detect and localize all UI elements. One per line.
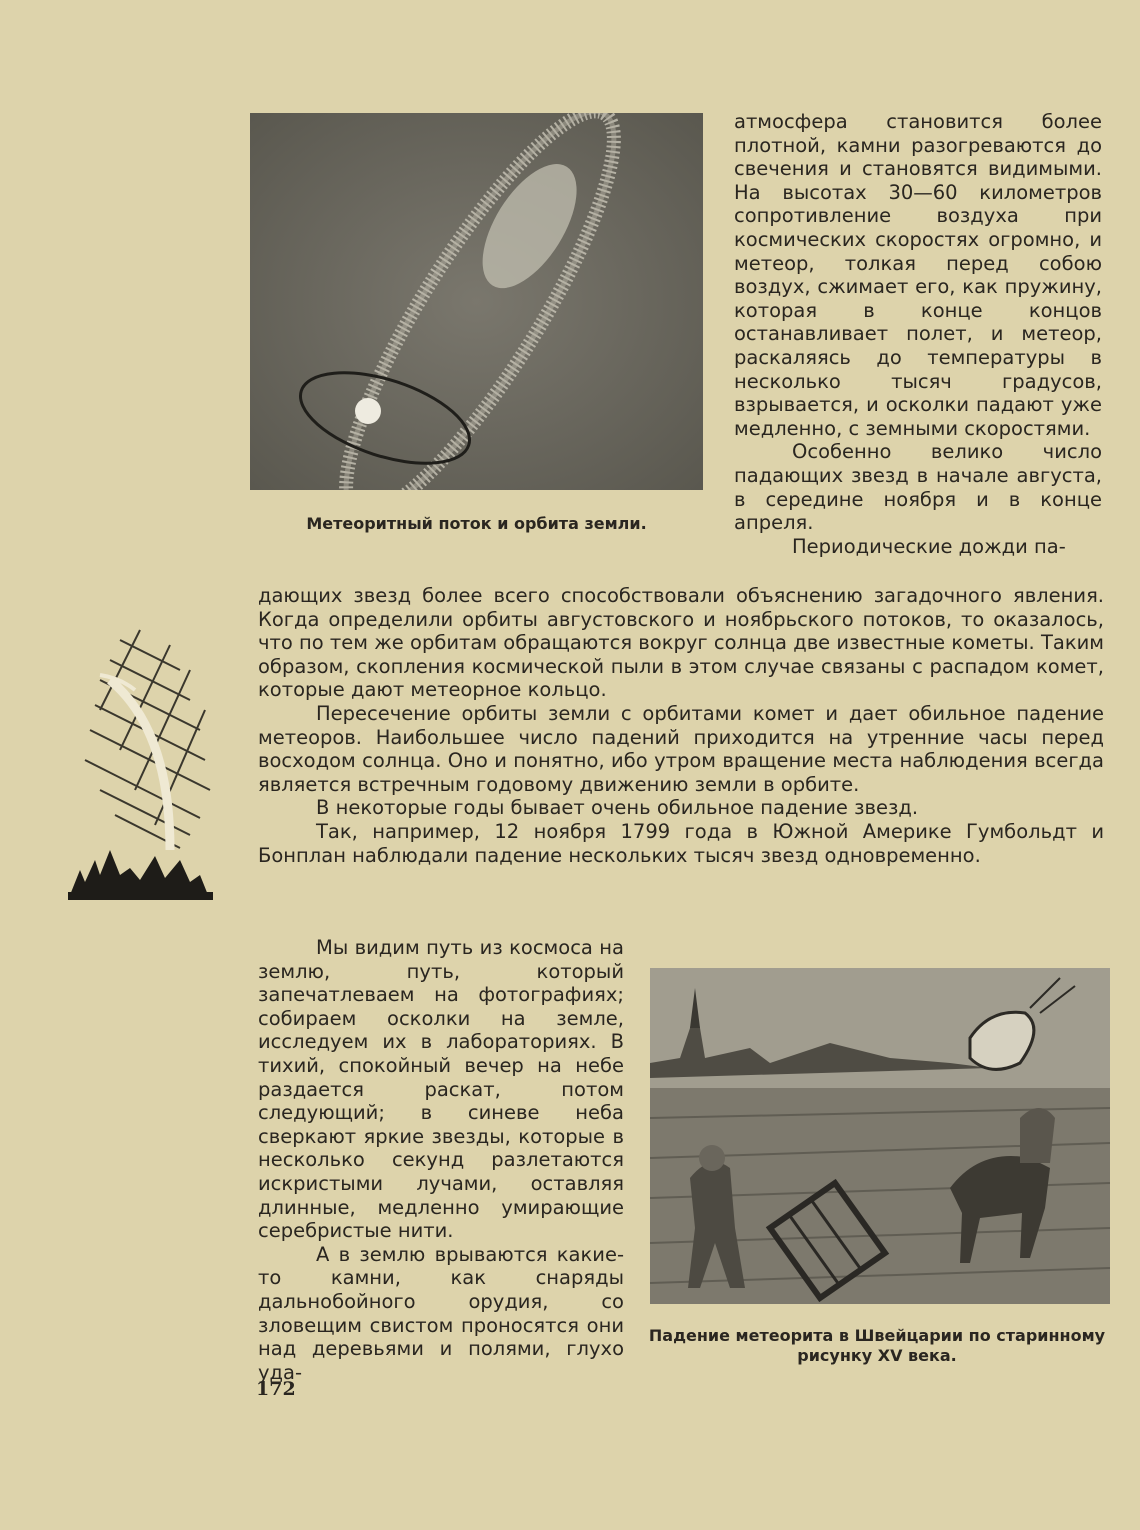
switzerland-caption: Падение метеорита в Швейцарии по старинному рисунку XV века. [648, 1326, 1106, 1365]
right-column-text [734, 110, 1102, 558]
paragraph: Мы видим путь из космоса на землю, путь, который запечатлеваем на фотографиях; собираем осколки на земле, исследуем их в лабораториях. В тихий, спокойный вечер на небе раздается раскат, потом следующий; в синеве неба сверкают яркие звезды, которые в несколько секунд разлетаются искристыми лучами, оставляя длинные, медленно умирающие серебристые нити. [258, 936, 624, 1243]
paragraph: Особенно велико число падающих звезд в начале августа, в середине ноября и в конце апреля. [734, 440, 1102, 535]
page-number: 172 [256, 1378, 296, 1400]
paragraph: Пересечение орбиты земли с орбитами комет и дает обильное падение метеоров. Наибольшее число падений приходится на утренние часы перед восходом солнца. Оно и понятно, ибо утром вращение места наблюдения всегда является встречным годовому движению земли в орбите. [258, 701, 1104, 796]
meteor-stream-caption: Метеоритный поток и орбита земли. [306, 514, 647, 533]
comet-margin-illustration [40, 620, 240, 920]
paragraph: В некоторые годы бывает очень обильное падение звезд. [316, 796, 919, 820]
paragraph: Так, например, 12 ноября 1799 года в Южной Америке Гумбольдт и Бонплан наблюдали падение нескольких тысяч звезд одновременно. [258, 819, 1104, 867]
meteor-stream-illustration [250, 113, 703, 490]
switzerland-meteorite-illustration [650, 968, 1110, 1304]
meteor-stream-photo [250, 113, 703, 490]
paragraph: Периодические дожди па- [792, 534, 1066, 558]
paragraph: А в землю врываются какие-то камни, как снаряды дальнобойного орудия, со зловещим свистом проносятся они над деревьями и полями, глухо уда- [258, 1242, 624, 1384]
paragraph: атмосфера становится более плотной, камни разогреваются до свечения и становятся видимыми. На высотах 30—60 километров сопротивление воздуха при космических скоростях огромно, и метеор, толкая перед собою воздух, сжимает его, как пружину, которая в конце концов останавливает полет, и метеор, раскаляясь до температуры в несколько тысяч градусов, взрывается, и осколки падают уже медленно, с земными скоростями. [734, 110, 1102, 440]
paragraph: дающих звезд более всего способствовали объяснению загадочного явления. Когда определили орбиты августовского и ноябрьского потоков, то оказалось, что по тем же орбитам обращаются вокруг солнца две известные кометы. Таким образом, скопления космической пыли в этом случае связаны с распадом комет, которые дают метеорное кольцо. [258, 584, 1104, 702]
left-column-text [258, 936, 624, 1384]
full-width-text [258, 584, 1104, 867]
